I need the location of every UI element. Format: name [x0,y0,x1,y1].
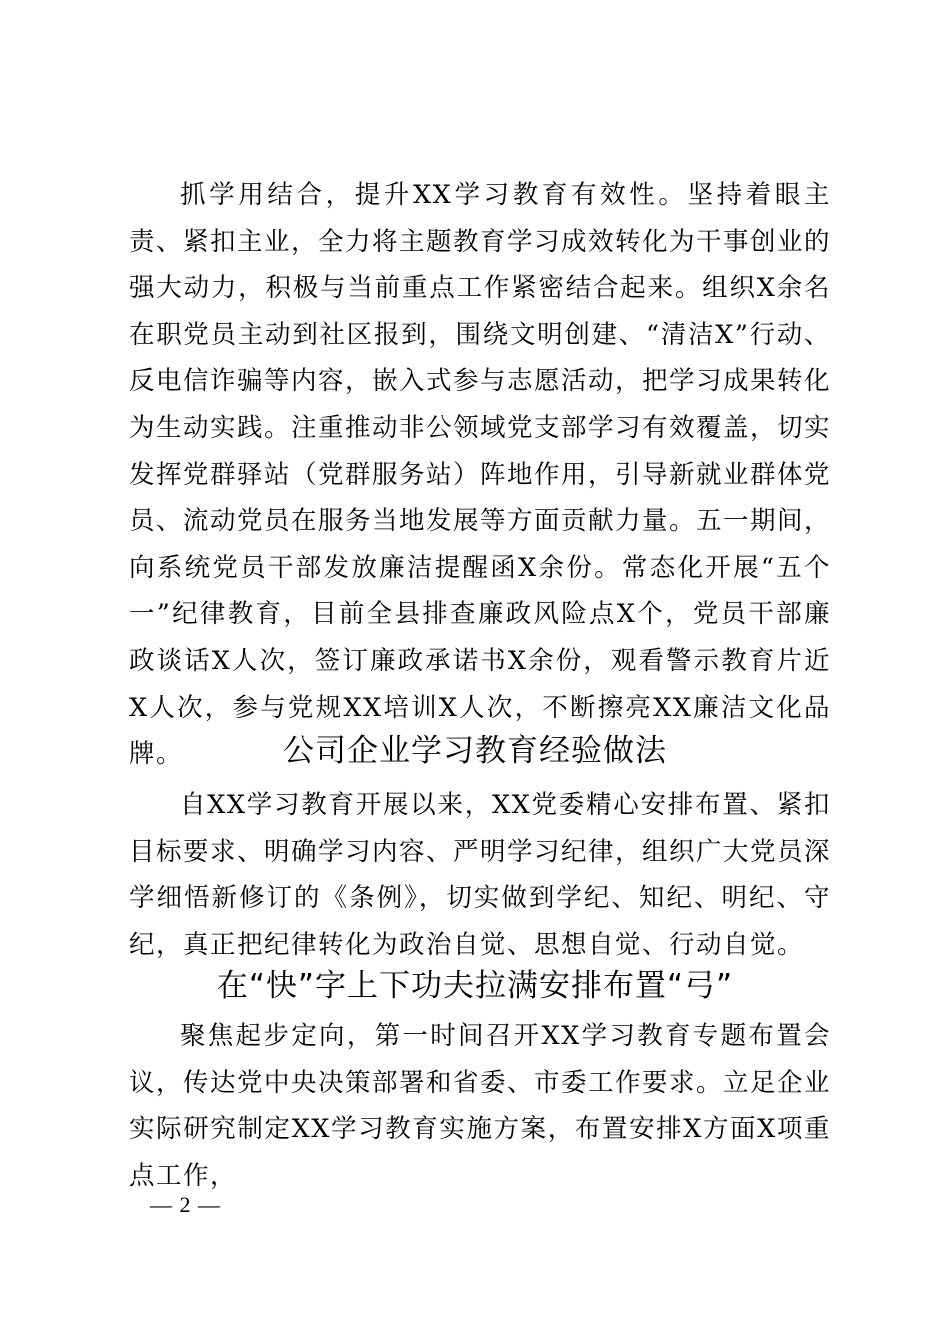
section-heading-fast-arrangement: 在“快”字上下功夫拉满安排布置“弓” [216,968,734,1004]
paragraph-arrangement: 聚焦起步定向，第一时间召开XX学习教育专题布置会议，传达党中央决策部署和省委、市委工作要求。立足企业实际研究制定XX学习教育实施方案，布置安排X方面X项重点工作， [129,1021,832,1191]
page-number: — 2 — [150,1192,221,1217]
paragraph-company-intro: 自XX学习教育开展以来，XX党委精心安排布置、紧扣目标要求、明确学习内容、严明学习纪律，组织广大党员深学细悟新修订的《条例》，切实做到学纪、知纪、明纪、守纪，真正把纪律转化为政治自觉、思想自觉、行动自觉。 [129,790,832,960]
section-heading-company-experience: 公司企业学习教育经验做法 [283,733,667,769]
paragraph-study-integration: 抓学用结合，提升XX学习教育有效性。坚持着眼主责、紧扣主业，全力将主题教育学习成效转化为干事创业的强大动力，积极与当前重点工作紧密结合起来。组织X余名在职党员主动到社区报到，围绕文明创建、“清洁X”行动、反电信诈骗等内容，嵌入式参与志愿活动，把学习成果转化为生动实践。注重推动非公领域党支部学习有效覆盖，切实发挥党群驿站（党群服务站）阵地作用，引导新就业群体党员、流动党员在服务当地发展等方面贡献力量。五一期间，向系统党员干部发放廉洁提醒函X余份。常态化开展“五个一”纪律教育，目前全县排查廉政风险点X个，党员干部廉政谈话X人次，签订廉政承诺书X余份，观看警示教育片近X人次，参与党规XX培训X人次，不断擦亮XX廉洁文化品牌。 [129,180,832,770]
